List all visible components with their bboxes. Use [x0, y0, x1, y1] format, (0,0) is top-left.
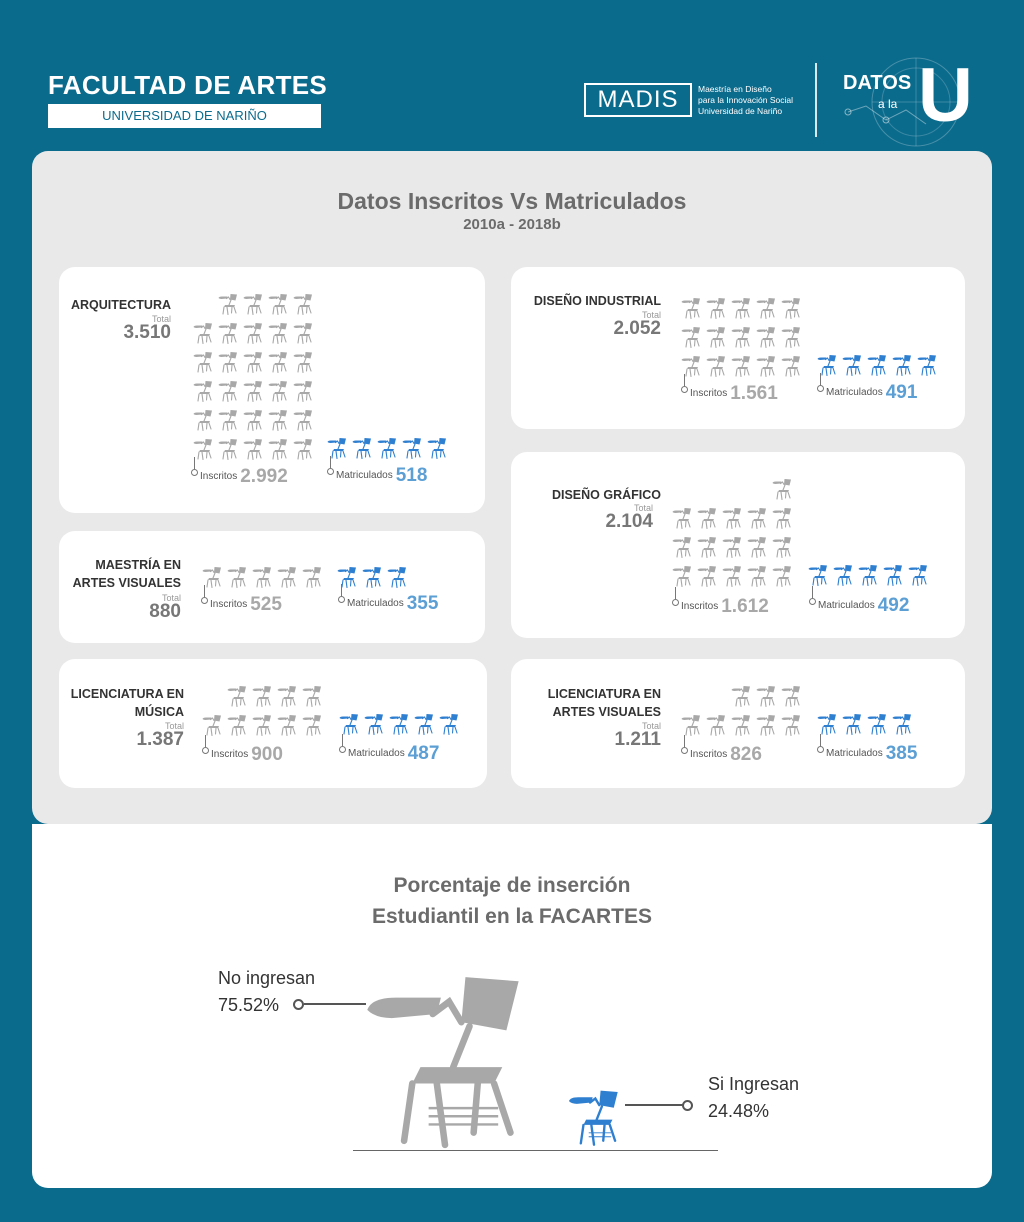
matriculado-chair-icon [891, 713, 913, 735]
inscrito-chair-icon [251, 685, 273, 707]
matriculado-chair-icon [388, 713, 410, 735]
no-ingresan-label: No ingresan 75.52% [218, 968, 316, 1015]
inscrito-chair-icon [292, 322, 314, 344]
inscrito-chair-icon [721, 565, 743, 587]
matriculado-chair-icon [376, 437, 398, 459]
header-divider [815, 63, 817, 137]
inscrito-chair-icon [755, 355, 777, 377]
inscrito-chair-icon [276, 685, 298, 707]
inscrito-chair-icon [746, 536, 768, 558]
total-label: Total [641, 721, 661, 731]
inscritos-caption: Inscritos 900 [205, 744, 283, 766]
matriculado-chair-icon [866, 713, 888, 735]
inscrito-chair-icon [696, 565, 718, 587]
inscrito-chair-icon [746, 507, 768, 529]
inscrito-chair-icon [680, 714, 702, 736]
inscrito-chair-icon [292, 380, 314, 402]
matriculado-chair-icon [351, 437, 373, 459]
inscrito-chair-icon [251, 566, 273, 588]
no-ingresan-pin [293, 999, 304, 1010]
inscrito-chair-icon [780, 685, 802, 707]
madis-logo: MADIS [584, 83, 692, 117]
matriculado-chair-icon [438, 713, 460, 735]
faculty-title: FACULTAD DE ARTES [48, 70, 328, 100]
inscrito-chair-icon [276, 566, 298, 588]
matriculado-chair-icon [386, 566, 408, 588]
inscrito-chair-icon [251, 714, 273, 736]
inscrito-chair-icon [301, 714, 323, 736]
program-name: ARQUITECTURA [71, 298, 171, 312]
inscrito-chair-icon [242, 380, 264, 402]
inscrito-chair-icon [226, 714, 248, 736]
large-student-desk-chair-icon [355, 968, 535, 1150]
matriculado-chair-icon [866, 354, 888, 376]
inscrito-chair-icon [780, 714, 802, 736]
inscrito-chair-icon [301, 685, 323, 707]
si-ingresan-leader [625, 1104, 683, 1106]
inscrito-chair-icon [771, 507, 793, 529]
inscrito-chair-icon [730, 326, 752, 348]
inscrito-chair-icon [696, 507, 718, 529]
section-title: Datos Inscritos Vs Matriculados [337, 188, 687, 214]
inscritos-caption: Inscritos 826 [684, 744, 762, 766]
inscrito-chair-icon [292, 351, 314, 373]
inscrito-chair-icon [755, 685, 777, 707]
inscrito-chair-icon [771, 536, 793, 558]
program-name: MAESTRÍA EN ARTES VISUALES [72, 558, 181, 590]
inscrito-chair-icon [680, 326, 702, 348]
datos-u: U [918, 53, 973, 138]
inscrito-chair-icon [267, 438, 289, 460]
matriculado-chair-icon [841, 354, 863, 376]
total-label: Total [161, 593, 181, 603]
inscrito-chair-icon [242, 409, 264, 431]
matriculado-chair-icon [832, 564, 854, 586]
matriculado-chair-icon [916, 354, 938, 376]
inscrito-chair-icon [217, 351, 239, 373]
program-name: LICENCIATURA EN ARTES VISUALES [547, 687, 661, 719]
inscrito-chair-icon [276, 714, 298, 736]
inscrito-chair-icon [721, 536, 743, 558]
inscrito-chair-icon [755, 297, 777, 319]
inscrito-chair-icon [217, 438, 239, 460]
inscrito-chair-icon [780, 326, 802, 348]
inscrito-chair-icon [292, 293, 314, 315]
inscrito-chair-icon [671, 507, 693, 529]
inscrito-chair-icon [217, 409, 239, 431]
inscrito-chair-icon [201, 714, 223, 736]
inscrito-chair-icon [755, 714, 777, 736]
inscrito-chair-icon [226, 685, 248, 707]
matriculados-caption: Matriculados 518 [330, 465, 427, 487]
inscrito-chair-icon [746, 565, 768, 587]
matriculado-chair-icon [882, 564, 904, 586]
inscrito-chair-icon [705, 297, 727, 319]
total-value: 1.211 [614, 729, 661, 750]
madis-line-2: para la Innovación Social [698, 95, 793, 105]
inscrito-chair-icon [705, 714, 727, 736]
inscrito-chair-icon [730, 685, 752, 707]
matriculado-chair-icon [363, 713, 385, 735]
si-ingresan-pin [682, 1100, 693, 1111]
inscrito-chair-icon [705, 355, 727, 377]
matriculado-chair-icon [841, 713, 863, 735]
inscrito-chair-icon [192, 438, 214, 460]
program-name: LICENCIATURA EN MÚSICA [70, 687, 184, 719]
matriculados-caption: Matriculados 385 [820, 743, 917, 765]
program-name: DISEÑO GRÁFICO [551, 488, 661, 502]
inscrito-chair-icon [292, 409, 314, 431]
inscrito-chair-icon [267, 293, 289, 315]
inscrito-chair-icon [267, 409, 289, 431]
inscrito-chair-icon [771, 565, 793, 587]
inscrito-chair-icon [780, 355, 802, 377]
matriculado-chair-icon [816, 713, 838, 735]
inscrito-chair-icon [192, 322, 214, 344]
matriculado-chair-icon [401, 437, 423, 459]
total-label: Total [633, 503, 653, 513]
inscrito-chair-icon [242, 351, 264, 373]
section-subtitle: 2010a - 2018b [463, 216, 561, 233]
si-ingresan-label: Si Ingresan 24.48% [708, 1074, 800, 1121]
university-name: UNIVERSIDAD DE NARIÑO [48, 104, 321, 128]
inscrito-chair-icon [217, 380, 239, 402]
inscrito-chair-icon [217, 293, 239, 315]
inscrito-chair-icon [242, 438, 264, 460]
inscrito-chair-icon [217, 322, 239, 344]
madis-logo-text [698, 84, 793, 117]
madis-line-1: Maestría en Diseño [698, 84, 772, 94]
total-label: Total [151, 314, 171, 324]
inscrito-chair-icon [226, 566, 248, 588]
inscrito-chair-icon [671, 536, 693, 558]
program-name: DISEÑO INDUSTRIAL [533, 294, 661, 308]
matriculado-chair-icon [338, 713, 360, 735]
matriculados-caption: Matriculados 355 [341, 593, 438, 615]
matriculados-caption: Matriculados 492 [812, 595, 909, 617]
total-value: 2.052 [613, 318, 661, 339]
matriculado-chair-icon [807, 564, 829, 586]
matriculado-chair-icon [426, 437, 448, 459]
inscrito-chair-icon [671, 565, 693, 587]
matriculado-chair-icon [891, 354, 913, 376]
total-value: 2.104 [605, 511, 653, 532]
matriculado-chair-icon [336, 566, 358, 588]
matriculado-chair-icon [857, 564, 879, 586]
inscrito-chair-icon [192, 409, 214, 431]
floor-line [353, 1150, 718, 1151]
inscrito-chair-icon [267, 380, 289, 402]
inscrito-chair-icon [242, 293, 264, 315]
total-value: 1.387 [136, 729, 184, 750]
inscrito-chair-icon [730, 355, 752, 377]
total-value: 3.510 [123, 322, 171, 343]
inscrito-chair-icon [771, 478, 793, 500]
inscrito-chair-icon [721, 507, 743, 529]
small-student-desk-chair-icon [565, 1088, 623, 1146]
inscrito-chair-icon [680, 297, 702, 319]
inscrito-chair-icon [192, 380, 214, 402]
inscrito-chair-icon [301, 566, 323, 588]
datos-word: DATOS [843, 72, 912, 94]
matriculados-caption: Matriculados 491 [820, 382, 917, 404]
inscrito-chair-icon [730, 714, 752, 736]
inscrito-chair-icon [192, 351, 214, 373]
inscritos-caption: Inscritos 2.992 [194, 466, 288, 488]
datos-a-la: a la [878, 97, 898, 111]
insertion-title: Porcentaje de inserción Estudiantil en la FACARTES [371, 874, 653, 928]
madis-line-3: Universidad de Nariño [698, 106, 783, 116]
inscritos-caption: Inscritos 525 [204, 594, 282, 616]
total-label: Total [164, 721, 184, 731]
matriculado-chair-icon [413, 713, 435, 735]
inscritos-caption: Inscritos 1.612 [675, 596, 769, 618]
inscrito-chair-icon [267, 322, 289, 344]
inscrito-chair-icon [242, 322, 264, 344]
inscrito-chair-icon [730, 297, 752, 319]
inscrito-chair-icon [755, 326, 777, 348]
inscritos-caption: Inscritos 1.561 [684, 383, 778, 405]
total-label: Total [641, 310, 661, 320]
inscrito-chair-icon [705, 326, 727, 348]
inscrito-chair-icon [780, 297, 802, 319]
inscrito-chair-icon [267, 351, 289, 373]
matriculado-chair-icon [907, 564, 929, 586]
total-value: 880 [149, 601, 181, 622]
inscrito-chair-icon [696, 536, 718, 558]
matriculados-caption: Matriculados 487 [342, 743, 439, 765]
inscrito-chair-icon [292, 438, 314, 460]
matriculado-chair-icon [361, 566, 383, 588]
